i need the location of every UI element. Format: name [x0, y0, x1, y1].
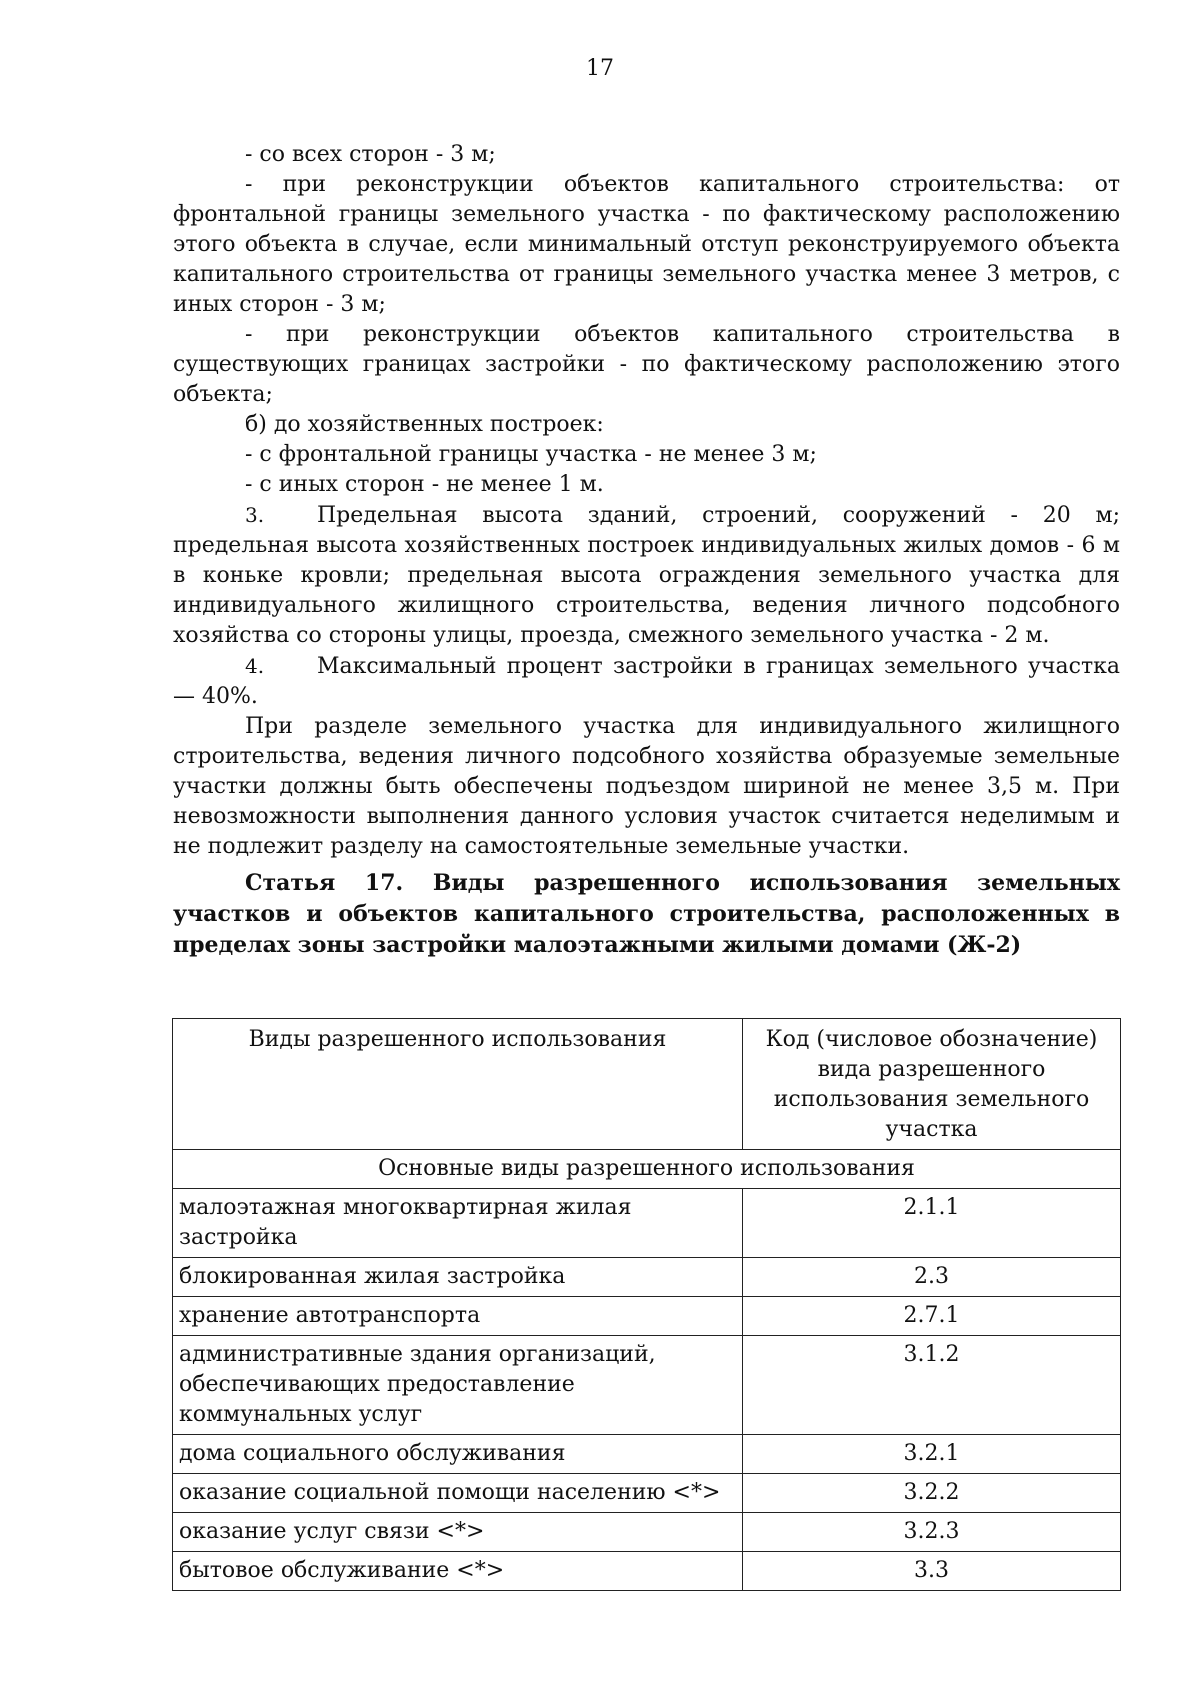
use-cell: бытовое обслуживание <*>: [173, 1552, 743, 1591]
table-row: [173, 1435, 1121, 1474]
paragraph-reconstruction-frontal: - при реконструкции объектов капитального строительства: от фронтальной границы земельного участка - по фактическому расположению этого объекта в случае, если минимальный отступ реконструируемого объекта капитального строительства от границы земельного участка менее 3 метров, с иных сторон - 3 м;: [173, 172, 1120, 317]
use-cell: административные здания организаций, обеспечивающих предоставление коммунальных услуг: [173, 1336, 743, 1435]
code-cell: 3.2.3: [743, 1513, 1121, 1552]
code-cell: 3.1.2: [743, 1336, 1121, 1435]
table-row: [173, 1513, 1121, 1552]
use-cell: малоэтажная многоквартирная жилая застройка: [173, 1189, 743, 1258]
use-cell: дома социального обслуживания: [173, 1435, 743, 1474]
code-cell: 2.3: [743, 1258, 1121, 1297]
paragraph-reconstruction-existing: - при реконструкции объектов капитального строительства в существующих границах застройки - по фактическому расположению этого объекта;: [173, 322, 1120, 407]
use-cell: блокированная жилая застройка: [173, 1258, 743, 1297]
code-cell: 3.2.2: [743, 1474, 1121, 1513]
table-row: [173, 1189, 1121, 1258]
paragraph-all-sides: - со всех сторон - 3 м;: [245, 142, 496, 167]
header-use: Виды разрешенного использования: [173, 1019, 743, 1150]
use-cell: оказание услуг связи <*>: [173, 1513, 743, 1552]
paragraph-other-sides: - с иных сторон - не менее 1 м.: [245, 472, 604, 497]
header-code: Код (числовое обозначение) вида разрешенного использования земельного участка: [743, 1019, 1121, 1150]
article-heading: Статья 17. Виды разрешенного использования земельных участков и объектов капитального строительства, расположенных в пределах зоны застройки малоэтажными жилыми домами (Ж-2): [173, 870, 1120, 958]
page-number: 17: [586, 56, 614, 81]
table-header-row: [173, 1019, 1121, 1150]
item-3-text: Предельная высота зданий, строений, сооружений - 20 м; предельная высота хозяйственных построек индивидуальных жилых домов - 6 м в коньке кровли; предельная высота ограждения земельного участка для индивидуального жилищного строительства, ведения личного подсобного хозяйства со стороны улицы, проезда, смежного земельного участка - 2 м.: [173, 503, 1120, 648]
code-cell: 3.2.1: [743, 1435, 1121, 1474]
code-cell: 2.1.1: [743, 1189, 1121, 1258]
item-3: [173, 500, 1120, 651]
table-row: [173, 1474, 1121, 1513]
use-cell: хранение автотранспорта: [173, 1297, 743, 1336]
table-row: [173, 1297, 1121, 1336]
use-cell: оказание социальной помощи населению <*>: [173, 1474, 743, 1513]
table-row: [173, 1336, 1121, 1435]
item-4-number: 4.: [245, 654, 265, 678]
table-row: [173, 1258, 1121, 1297]
code-cell: 2.7.1: [743, 1297, 1121, 1336]
section-title: Основные виды разрешенного использования: [173, 1150, 1121, 1189]
code-cell: 3.3: [743, 1552, 1121, 1591]
table-row: [173, 1552, 1121, 1591]
item-4: [173, 651, 1120, 712]
body-text: [173, 140, 1120, 862]
item-4-text: Максимальный процент застройки в границах земельного участка — 40%.: [173, 654, 1120, 709]
permitted-uses-table: [172, 1018, 1121, 1591]
table-section-row: [173, 1150, 1121, 1189]
item-3-number: 3.: [245, 503, 265, 527]
paragraph-division: При разделе земельного участка для индивидуального жилищного строительства, ведения личного подсобного хозяйства образуемые земельные участки должны быть обеспечены подъездом шириной не менее 3,5 м. При невозможности выполнения данного условия участок считается неделимым и не подлежит разделу на самостоятельные земельные участки.: [173, 714, 1120, 859]
paragraph-frontal-boundary: - с фронтальной границы участка - не менее 3 м;: [245, 442, 817, 467]
paragraph-outbuildings: б) до хозяйственных построек:: [245, 412, 604, 437]
